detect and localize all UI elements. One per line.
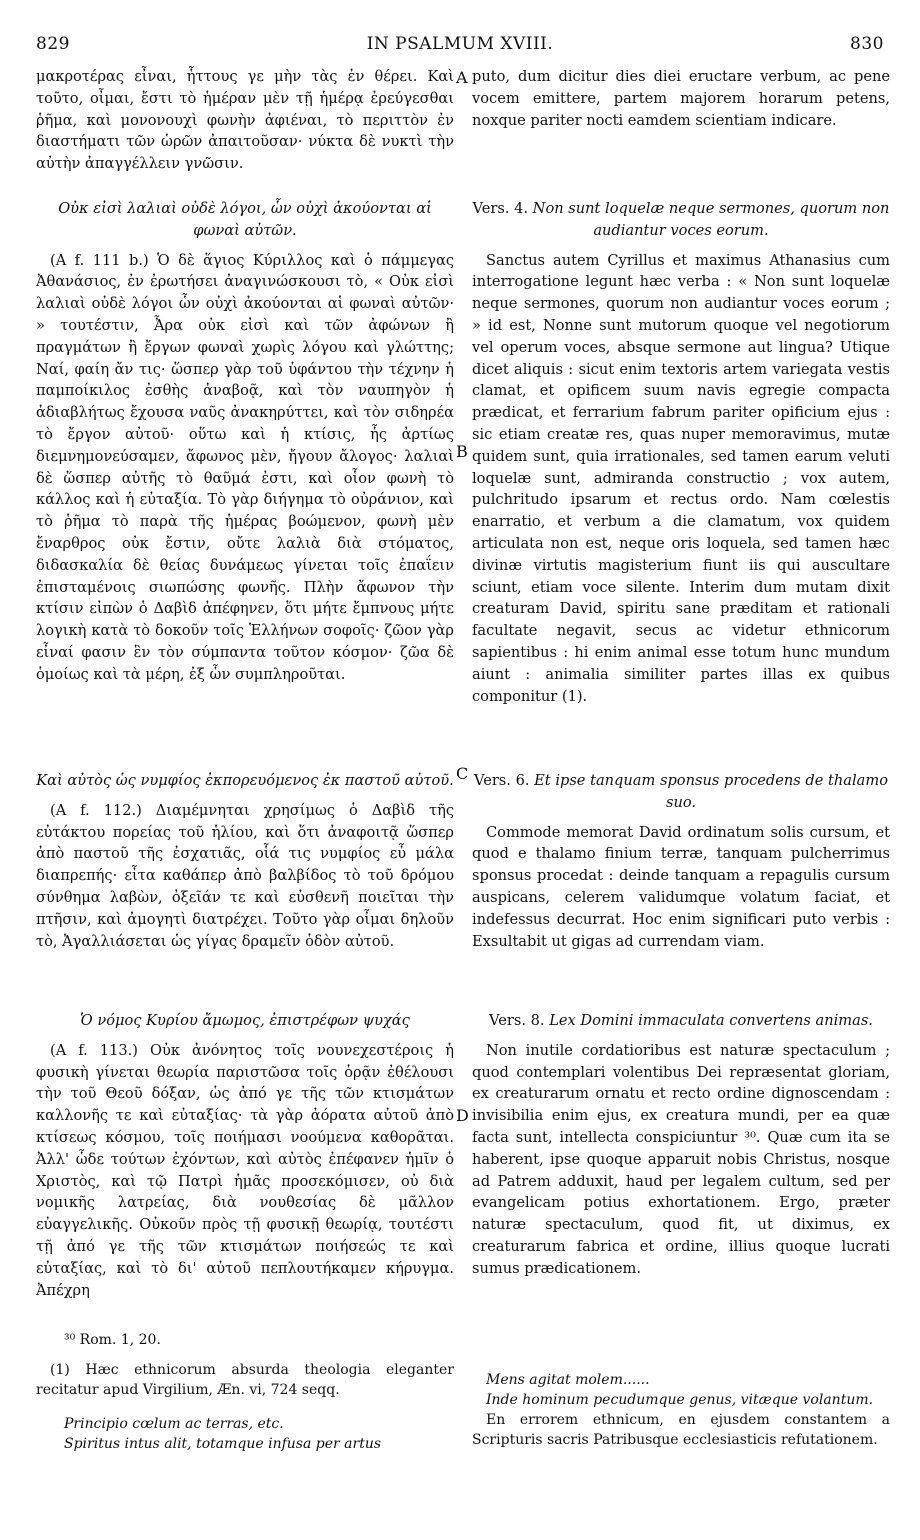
latin-section-4 — [472, 996, 890, 1280]
footnote-verse-2: Spiritus intus alit, totamque infusa per artus — [64, 1436, 382, 1452]
greek-section-4 — [36, 996, 454, 1301]
margin-marker-c: C — [456, 764, 469, 783]
latin-section-2 — [472, 184, 890, 707]
running-header — [36, 34, 884, 58]
latin-section-3 — [472, 756, 890, 952]
greek-paragraph-1: μακροτέρας εἶναι, ἧττους γε μὴν τὰς ἐν θέρει. Καὶ τοῦτο, οἶμαι, ἔστι τὸ ἡμέραν μὲν τῇ ἡμέρᾳ ἐρεύγεσθαι ῥῆμα, καὶ μονονουχὶ φωνὴν ἀφιέναι, τὸ περιττὸν ἐν διαστήματι τῶν ὡρῶν ἀπαιτοῦσαν· νύκτα δὲ νυκτὶ τὴν αὐτὴν ἀπαγγέλλειν γνῶσιν. — [36, 68, 454, 173]
greek-section-2 — [36, 184, 454, 686]
greek-section-3 — [36, 756, 454, 952]
footnote-verse-3: Mens agitat molem...... — [486, 1372, 650, 1388]
latin-paragraph-1: puto, dum dicitur dies diei eructare verbum, ac pene vocem emittere, partem majorem horarum petens, noxque pariter nocti eamdem scientiam indicare. — [472, 68, 890, 129]
greek-paragraph-4: (A f. 113.) Οὐκ ἀνόνητος τοῖς νουνεχεστέροις ἡ φυσικὴ γίνεται θεωρία παριστῶσα τοῖς ὁρᾷν ἐθέλουσι τὴν τοῦ Θεοῦ δόξαν, ὡς ἀπό γε τῆς τῶν κτισμάτων καλλονῆς τε καὶ εὐταξίας· τὰ γὰρ ἀόρατα αὐτοῦ ἀπὸ κτίσεως κόσμου, τοῖς ποιήμασι νοούμενα καθορᾶται. Ἀλλ' ὧδε τούτων ἐχόντων, καὶ αὐτὸς ἐπέφανεν ἡμῖν ὁ Χριστὸς, καὶ τῷ Πατρὶ ἡμᾶς προσεκόμισεν, οὐ διὰ νομικῆς λατρείας, διὰ νουθεσίας δὲ μᾶλλον εὐαγγελικῆς. Οὐκοῦν πρὸς τῇ φυσικῇ θεωρίᾳ, τουτέστι τῇ ἀπό γε τῆς τῶν κτισμάτων ποιήσεώς τε καὶ εὐταξίας, καὶ τὸ δι' αὐτοῦ πεπλουτήκαμεν κήρυγμα. Ἀπέχρη — [36, 1041, 454, 1299]
greek-heading-3: Ὁ νόμος Κυρίου ἄμωμος, ἐπιστρέφων ψυχάς — [80, 1012, 410, 1029]
verse-number: Vers. 8. — [489, 1012, 545, 1029]
footnote-scripture-ref: ³⁰ Rom. 1, 20. — [64, 1332, 161, 1348]
footnote-2: En errorem ethnicum, en ejusdem constantem a Scripturis sacris Patribusque ecclesiasticis refutationem. — [472, 1412, 890, 1448]
greek-paragraph-2: (A f. 111 b.) Ὁ δὲ ἅγιος Κύριλλος καὶ ὁ πάμμεγας Ἀθανάσιος, ἐν ἐρωτήσει ἀναγινώσκουσι τὸ, « Οὐκ εἰσὶ λαλιαὶ οὐδὲ λόγοι ὧν οὐχὶ ἀκούονται αἱ φωναὶ αὐτῶν· » τουτέστιν, Ἆρα οὐκ εἰσὶ καὶ τῶν ἀφώνων ἢ πραγμάτων ἢ ἔργων φωναὶ χωρὶς λόγου καὶ γλώττης; Ναί, φαίη ἄν τις· ὥσπερ γὰρ τοῦ ὑφάντου τὴν τέχνην ἡ παμποίκιλος ἐσθὴς ἀναβοᾷ, καὶ τὸν ναυπηγὸν ἡ ἀδιαβλήτως ἔχουσα ναῦς ἀνακηρύττει, καὶ τὸν σιδηρέα τὸ ἔργον αὐτοῦ· οὕτω καὶ ἡ κτίσις, ἧς ἀρτίως διεμνημονεύσαμεν, ἄφωνος μὲν, ἤγουν ἄλογος· λαλιαὶ δὲ ὥσπερ αὐτῆς τὸ θαῦμά ἐστι, καὶ οἷον φωνὴ τὸ κάλλος καὶ ἡ εὐταξία. Τὸ γὰρ διήγημα τὸ οὐράνιον, καὶ τὸ ῥῆμα τὸ παρὰ τῆς ἡμέρας βοώμενον, φωνὴ μὲν ἔναρθρος οὐκ ἔστιν, οὔτε λαλιὰ διὰ στόματος, διδασκαλία δὲ θείας δυνάμεως γίνεται τοῖς ἐπαΐειν ἐπισταμένοις σιωπώσης φωνῆς. Πλὴν ἄφωνον τὴν κτίσιν εἰπὼν ὁ Δαβὶδ ἀπέφηνεν, ὅτι μήτε ἔμπνους μήτε λογικὴ κατὰ τὸ δοκοῦν τοῖς Ἑλλήνων σοφοῖς· ζῶον γὰρ εἶναί φασιν ἓν τὸν σύμπαντα τοῦτον κόσμον· ζῶα δὲ ὁμοίως καὶ τὰ μέρη, ἐξ ὧν συμπληροῦται. — [36, 251, 454, 683]
margin-marker-b: B — [456, 442, 468, 461]
page-number-left: 829 — [36, 34, 70, 54]
verse-number: Vers. 6. — [474, 772, 530, 789]
verse-number: Vers. 4. — [472, 200, 529, 217]
greek-section-1 — [36, 66, 454, 175]
latin-paragraph-4: Non inutile cordatioribus est naturæ spectaculum ; quod contemplari volentibus Dei repræsentat gloriam, ex creaturarum ornatu et recto ordine dignoscendam : invisibilia enim ejus, ex creatura mundi, per ea quæ facta sunt, intellecta conspiciuntur ³⁰. Quæ cum ita se haberent, ipse quoque apparuit nobis Christus, nosque ad Patrem adduxit, haud per legalem cultum, sed per evangelicam potius exhortationem. Ergo, præter naturæ spectaculum, quod fit, ut diximus, ex creaturarum fabrica et ordine, illius quoque lucrati sumus prædicationem. — [472, 1041, 890, 1277]
latin-section-1 — [472, 66, 890, 131]
greek-paragraph-3: (A f. 112.) Διαμέμνηται χρησίμως ὁ Δαβὶδ τῆς εὐτάκτου πορείας τοῦ ἡλίου, καὶ ὅτι ἀναφοιτᾷ ὥσπερ ἀπὸ παστοῦ τῆς ἐσχατιᾶς, οἷά τις νυμφίος εὖ μάλα διαπρεπής· εἶτα καθάπερ ἀπὸ βαλβίδος τὸ τοῦ δρόμου σύνθημα λαβὼν, ὀξεῖάν τε καὶ εὐσθενῆ ποιεῖται τὴν πτῆσιν, καὶ ἀμογητὶ διατρέχει. Τοῦτο γὰρ οἶμαι δηλοῦν τὸ, Ἀγαλλιάσεται ὡς γίγας δραμεῖν ὁδὸν αὐτοῦ. — [36, 801, 454, 950]
verse-text: Lex Domini immaculata convertens animas. — [549, 1012, 873, 1029]
running-title: IN PSALMUM XVIII. — [366, 34, 554, 54]
page-number-right: 830 — [850, 34, 884, 54]
footnotes-left — [36, 1330, 454, 1454]
footnote-1: (1) Hæc ethnicorum absurda theologia eleganter recitatur apud Virgilium, Æn. vi, 724 seqq. — [36, 1362, 454, 1398]
verse-text: Et ipse tanquam sponsus procedens de thalamo suo. — [534, 772, 888, 811]
greek-heading-2: Καὶ αὐτὸς ὡς νυμφίος ἐκπορευόμενος ἐκ παστοῦ αὐτοῦ. — [36, 772, 454, 789]
footnote-verse-1: Principio cœlum ac terras, etc. — [64, 1416, 284, 1432]
latin-paragraph-3: Commode memorat David ordinatum solis cursum, et quod e thalamo finium terræ, tanquam pulcherrimus sponsus procedat : deinde tanquam a repagulis cursum auspicans, celerem validumque volatum faciat, et indefessus decurrat. Hoc enim significari puto verbis : Exsultabit ut gigas ad currendam viam. — [472, 823, 890, 950]
greek-heading-1: Οὐκ εἰσὶ λαλιαὶ οὐδὲ λόγοι, ὧν οὐχὶ ἀκούονται αἱ φωναὶ αὐτῶν. — [58, 200, 432, 239]
margin-marker-a: A — [456, 68, 468, 87]
verse-text: Non sunt loquelæ neque sermones, quorum non audiantur voces eorum. — [532, 200, 890, 239]
latin-heading-1 — [472, 198, 890, 242]
latin-heading-2 — [472, 770, 890, 814]
footnotes-right — [472, 1370, 890, 1450]
latin-paragraph-2: Sanctus autem Cyrillus et maximus Athanasius cum interrogatione legunt hæc verba : « Non sunt loquelæ neque sermones, quorum non audiantur voces eorum ; » id est, Nonne sunt mutorum quoque vel negotiorum vel operum voces, absque sermone aut lingua? Utique dicet aliquis : sicut enim textoris artem variegata vestis clamat, et opificem suum navis egregie compacta prædicat, et ferrarium fabrum pariter opificium ejus : sic etiam creatæ res, quas nuper memoravimus, mutæ quidem sunt, quia irrationales, sed tamen earum veluti loquelæ sunt, admiranda constructio ; vox autem, pulchritudo ipsarum et rectus ordo. Nam cœlestis enarratio, et verbum a die clamatum, vox quidem articulata non est, neque oris loquela, sed tamen hæc divinæ virtutis magisterium fiunt iis qui auscultare sciunt, etiam voce silente. Interim dum mutam dixit creaturam David, spiritu sane præditam et rationali facultate negavit, secus ac videtur ethnicorum sapientibus : hi enim animal esse totum hunc mundum aiunt : animalia similiter partes illas ex quibus componitur (1). — [472, 251, 890, 705]
latin-heading-3 — [472, 1010, 890, 1032]
margin-marker-d: D — [456, 1106, 469, 1125]
footnote-verse-4: Inde hominum pecudumque genus, vitæque volantum. — [486, 1392, 874, 1408]
